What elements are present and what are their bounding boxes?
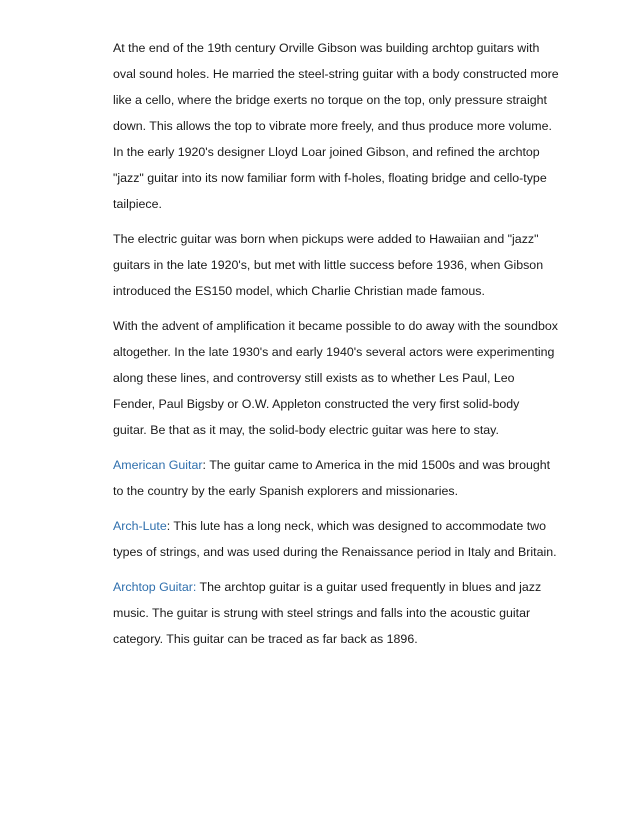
text-line: to the country by the early Spanish explorers and missionaries. xyxy=(113,484,459,498)
paragraph-spacer xyxy=(113,304,613,313)
document-body xyxy=(113,35,613,652)
text-line: Fender, Paul Bigsby or O.W. Appleton constructed the very first solid-body xyxy=(113,397,520,411)
text-line: like a cello, where the bridge exerts no torque on the top, only pressure straight xyxy=(113,93,547,107)
text-line: music. The guitar is strung with steel strings and falls into the acoustic guitar xyxy=(113,606,531,620)
paragraph-spacer xyxy=(113,443,613,452)
american-guitar-link[interactable]: American Guitar xyxy=(113,458,203,472)
paragraph-spacer xyxy=(113,565,613,574)
text-line: guitars in the late 1920's, but met with little success before 1936, when Gibson xyxy=(113,258,544,272)
text-line xyxy=(113,574,613,600)
paragraph-solid-body xyxy=(113,313,613,443)
text-line xyxy=(113,513,613,539)
text-line: introduced the ES150 model, which Charlie Christian made famous. xyxy=(113,284,485,298)
text-line: The electric guitar was born when pickups were added to Hawaiian and "jazz" xyxy=(113,232,539,246)
archtop-guitar-link[interactable]: Archtop Guitar: xyxy=(113,580,197,594)
text-line: altogether. In the late 1930's and early 1940's several actors were experimenting xyxy=(113,345,555,359)
text-line: oval sound holes. He married the steel-string guitar with a body constructed more xyxy=(113,67,559,81)
text-line: In the early 1920's designer Lloyd Loar joined Gibson, and refined the archtop xyxy=(113,145,540,159)
definition-text: The archtop guitar is a guitar used frequently in blues and jazz xyxy=(196,580,542,594)
paragraph-spacer xyxy=(113,217,613,226)
text-line: down. This allows the top to vibrate more freely, and thus produce more volume. xyxy=(113,119,552,133)
paragraph-gibson-archtop xyxy=(113,35,613,217)
text-line: "jazz" guitar into its now familiar form with f-holes, floating bridge and cello-type xyxy=(113,171,547,185)
paragraph-arch-lute xyxy=(113,513,613,565)
paragraph-american-guitar xyxy=(113,452,613,504)
text-line: category. This guitar can be traced as far back as 1896. xyxy=(113,632,418,646)
paragraph-electric-guitar xyxy=(113,226,613,304)
paragraph-archtop-guitar xyxy=(113,574,613,652)
text-line: With the advent of amplification it became possible to do away with the soundbox xyxy=(113,319,558,333)
text-line: guitar. Be that as it may, the solid-body electric guitar was here to stay. xyxy=(113,423,499,437)
text-line: At the end of the 19th century Orville Gibson was building archtop guitars with xyxy=(113,41,540,55)
text-line xyxy=(113,452,613,478)
arch-lute-link[interactable]: Arch-Lute xyxy=(113,519,167,533)
definition-text: : This lute has a long neck, which was designed to accommodate two xyxy=(166,519,547,533)
text-line: along these lines, and controversy still exists as to whether Les Paul, Leo xyxy=(113,371,515,385)
paragraph-spacer xyxy=(113,504,613,513)
definition-text: : The guitar came to America in the mid 1500s and was brought xyxy=(202,458,551,472)
text-line: types of strings, and was used during the Renaissance period in Italy and Britain. xyxy=(113,545,557,559)
text-line: tailpiece. xyxy=(113,197,162,211)
